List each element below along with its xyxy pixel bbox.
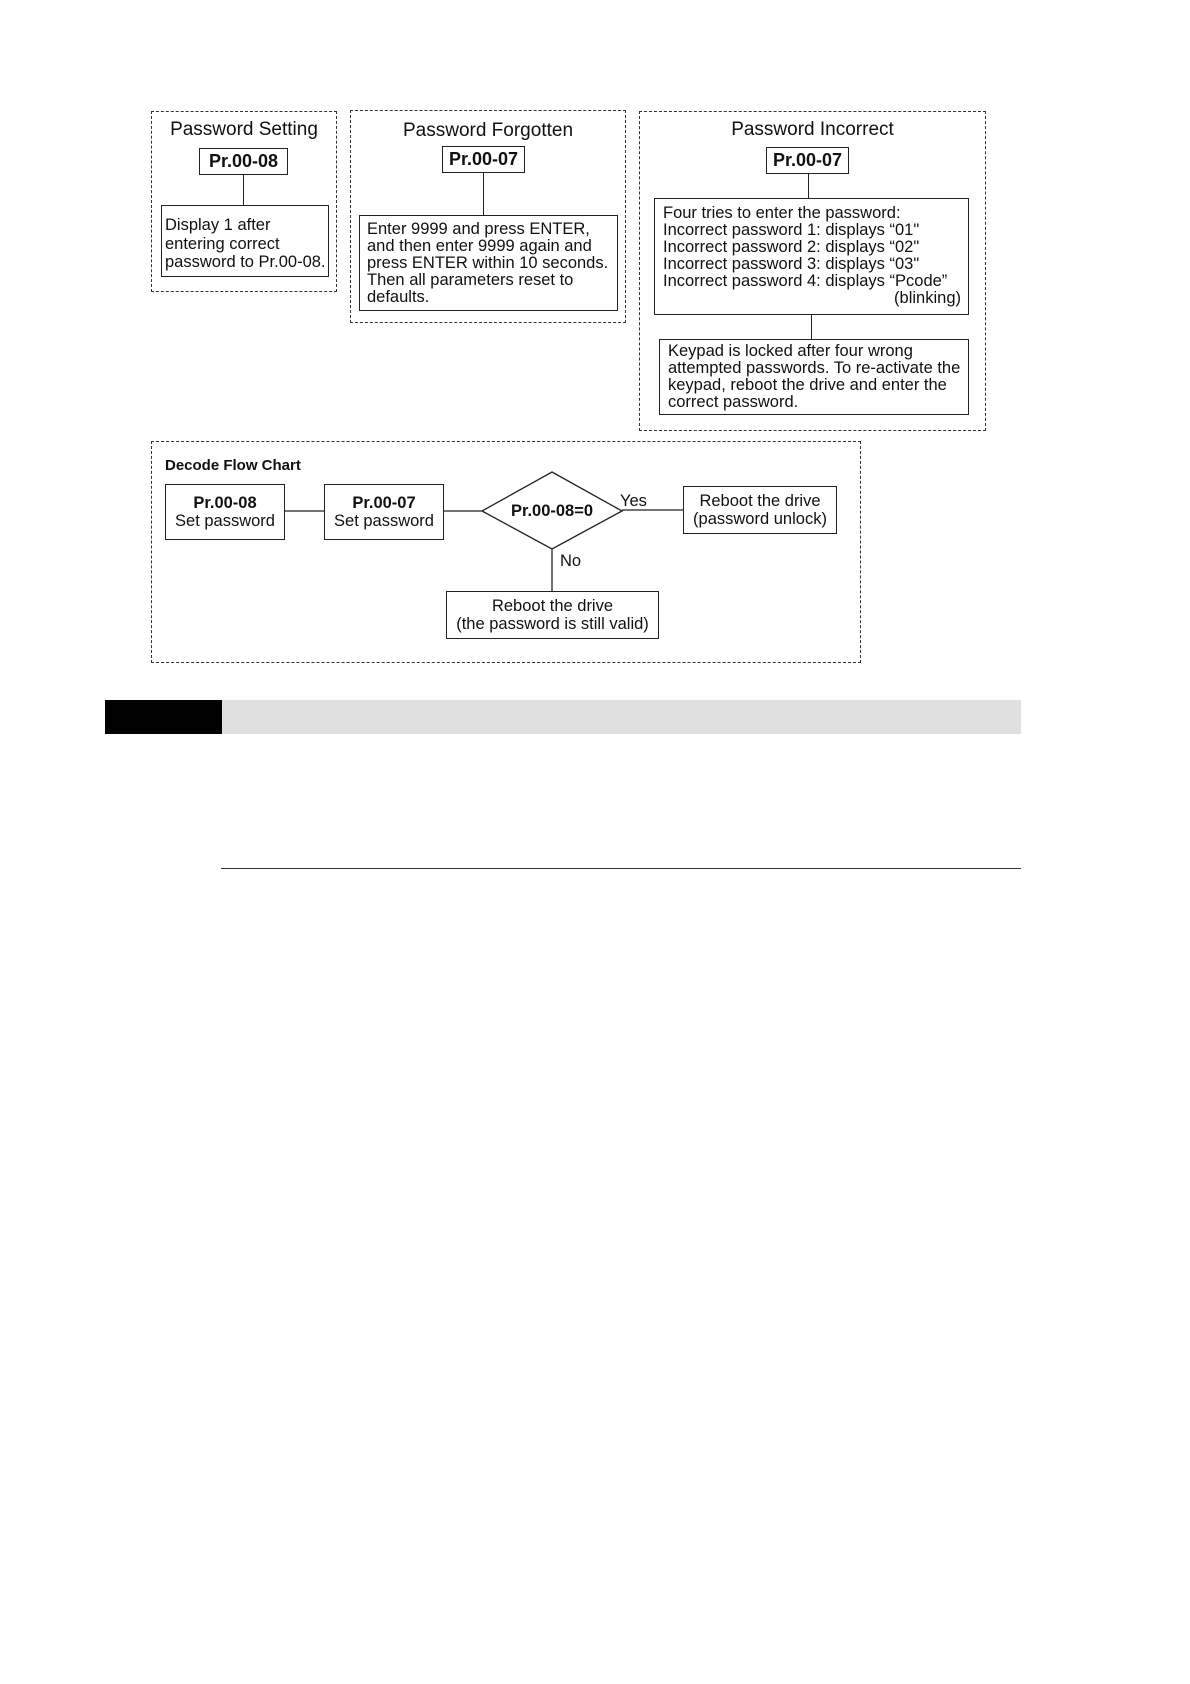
note-line: defaults.	[367, 288, 430, 306]
note-line: Incorrect password 3: displays “03"	[663, 255, 920, 273]
section-header-black-tab	[105, 700, 222, 734]
section-divider	[221, 868, 1021, 869]
note-line: correct password.	[668, 393, 799, 411]
note-line: attempted passwords. To re-activate the	[668, 359, 961, 377]
note-line: press ENTER within 10 seconds.	[367, 254, 609, 272]
reboot-unlock-box	[683, 486, 837, 534]
note-line-blinking: (blinking)	[894, 289, 961, 307]
note-line: Incorrect password 4: displays “Pcode”	[663, 272, 948, 290]
decode-step-set-password-08	[165, 484, 285, 540]
password-forgotten-code: Pr.00-07	[442, 146, 525, 173]
result-line: Reboot the drive	[699, 491, 821, 510]
note-line: keypad, reboot the drive and enter the	[668, 376, 947, 394]
note-line: Enter 9999 and press ENTER,	[367, 220, 590, 238]
password-setting-title: Password Setting	[170, 119, 318, 140]
note-line: Incorrect password 2: displays “02"	[663, 238, 920, 256]
section-header-gray-bar	[222, 700, 1021, 734]
result-line: (password unlock)	[693, 510, 827, 528]
note-line: Keypad is locked after four wrong	[668, 342, 913, 360]
note-line: entering correct	[165, 234, 280, 253]
password-setting-code: Pr.00-08	[199, 148, 288, 175]
password-incorrect-title: Password Incorrect	[731, 119, 894, 140]
note-line: password to Pr.00-08.	[165, 253, 326, 271]
no-label: No	[560, 552, 582, 570]
result-line: Reboot the drive	[491, 596, 614, 615]
result-line: (the password is still valid)	[456, 615, 649, 633]
note-line: Incorrect password 1: displays “01"	[663, 221, 920, 239]
password-incorrect-code: Pr.00-07	[766, 147, 849, 174]
yes-label: Yes	[620, 492, 647, 510]
note-line: Then all parameters reset to	[367, 271, 574, 289]
step-label: Set password	[334, 512, 434, 530]
decode-flow-title: Decode Flow Chart	[165, 457, 301, 474]
step-label: Set password	[175, 512, 275, 530]
note-line: Four tries to enter the password:	[663, 204, 901, 222]
step-code: Pr.00-08	[193, 493, 257, 512]
step-code: Pr.00-07	[352, 493, 416, 512]
reboot-still-valid-box	[446, 591, 659, 639]
decode-step-set-password-07	[324, 484, 444, 540]
note-line: and then enter 9999 again and	[367, 237, 592, 255]
decision-label: Pr.00-08=0	[510, 502, 594, 520]
note-line: Display 1 after	[165, 216, 271, 234]
password-forgotten-title: Password Forgotten	[402, 120, 574, 141]
